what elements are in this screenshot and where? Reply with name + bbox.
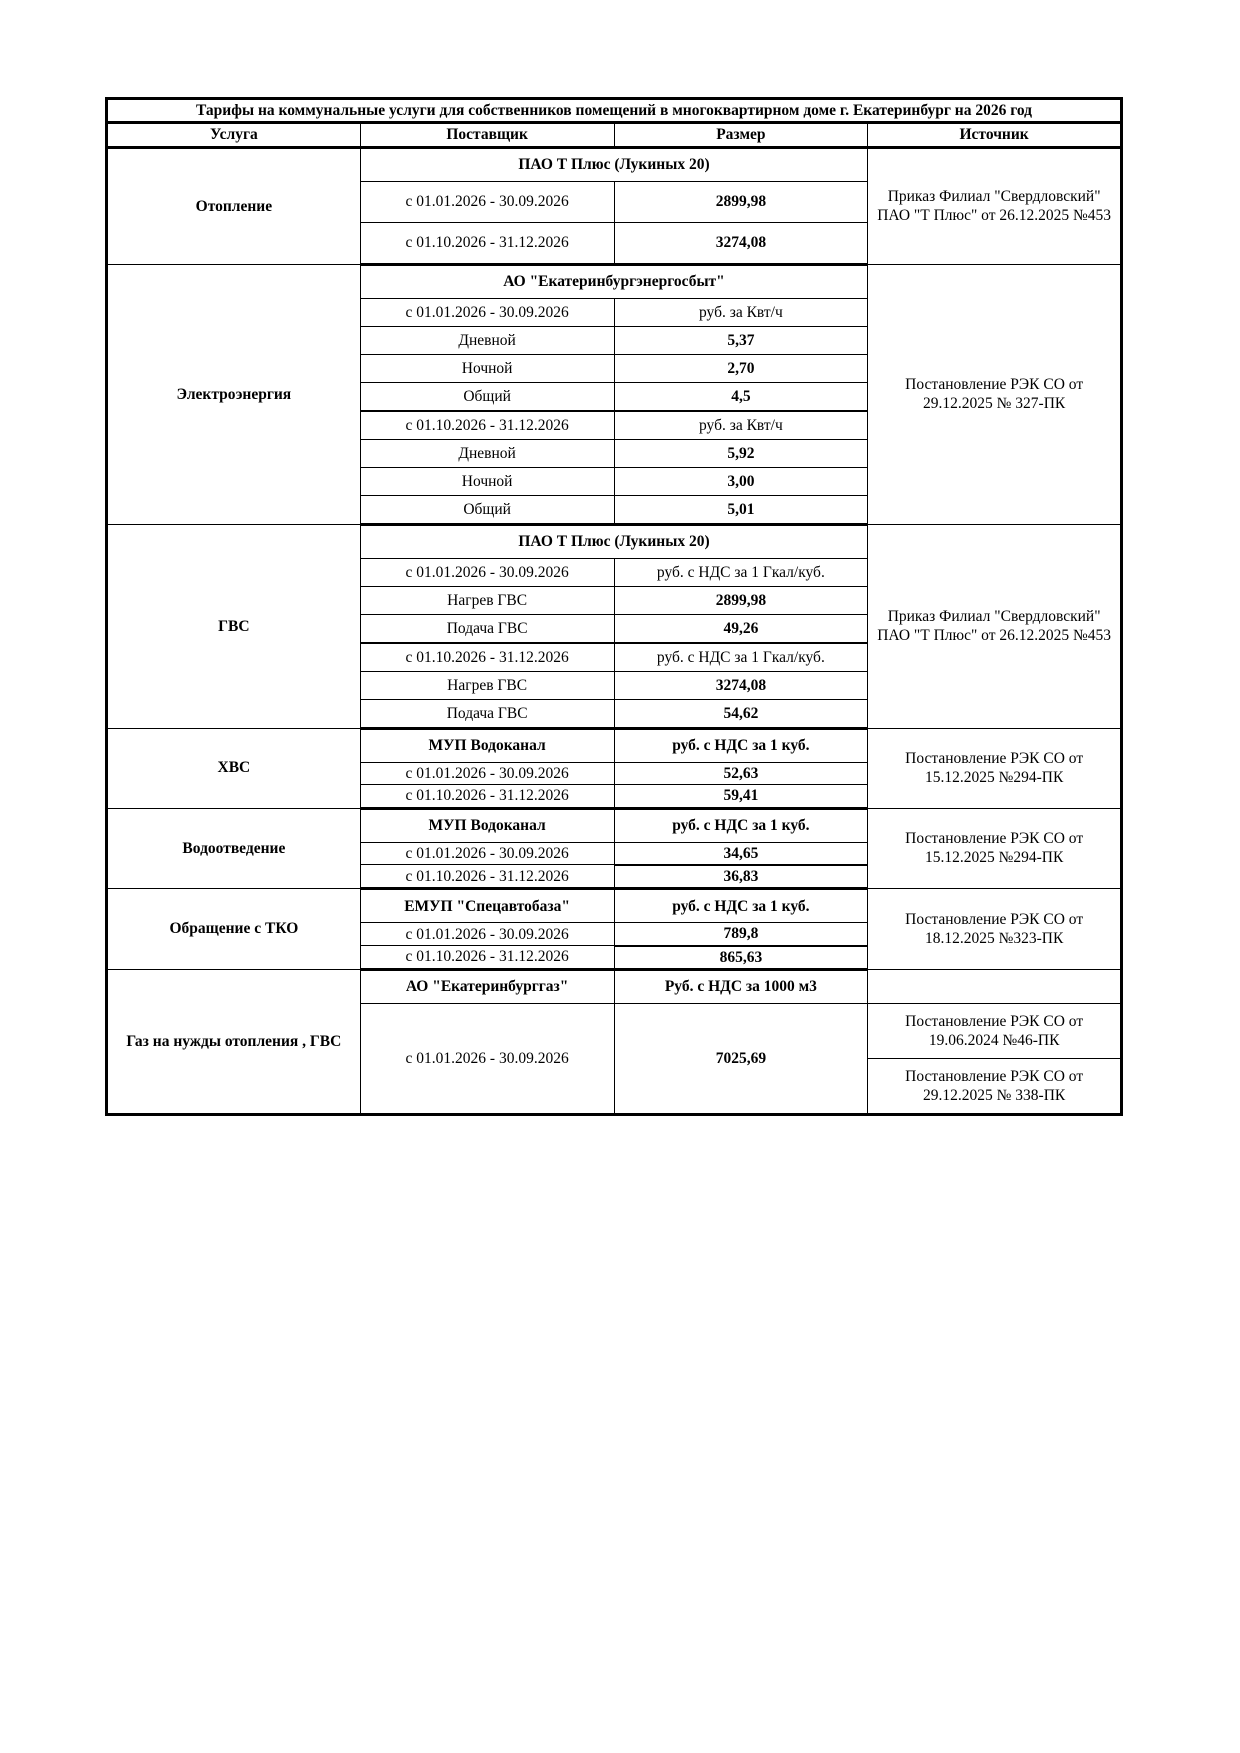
period-label: с 01.10.2026 - 31.12.2026 xyxy=(360,411,614,440)
table-title-row xyxy=(107,99,1122,123)
provider-name-sewerage: МУП Водоканал xyxy=(360,808,614,842)
amount-value: 54,62 xyxy=(614,699,868,728)
table-row xyxy=(107,808,1122,842)
table-row xyxy=(107,524,1122,558)
unit-label: Руб. с НДС за 1000 м3 xyxy=(614,970,868,1004)
service-name-cold-water: ХВС xyxy=(107,728,361,808)
table-row xyxy=(107,728,1122,762)
period-label: с 01.01.2026 - 30.09.2026 xyxy=(360,558,614,586)
tariff-zone-label: Общий xyxy=(360,495,614,524)
amount-value: 5,01 xyxy=(614,495,868,524)
amount-value: 36,83 xyxy=(614,865,868,889)
tariff-table xyxy=(105,97,1123,1116)
service-name-gas: Газ на нужды отопления , ГВС xyxy=(107,970,361,1115)
amount-value: 7025,69 xyxy=(614,1004,868,1115)
service-name-hot-water: ГВС xyxy=(107,524,361,728)
provider-name-hot-water: ПАО Т Плюс (Лукиных 20) xyxy=(360,524,868,558)
column-header-service: Услуга xyxy=(107,123,361,147)
service-name-sewerage: Водоотведение xyxy=(107,808,361,889)
table-header-row xyxy=(107,123,1122,147)
period-label: с 01.01.2026 - 30.09.2026 xyxy=(360,181,614,222)
period-label: с 01.10.2026 - 31.12.2026 xyxy=(360,222,614,264)
source-gas-empty xyxy=(868,970,1122,1004)
component-label: Нагрев ГВС xyxy=(360,671,614,699)
column-header-provider: Поставщик xyxy=(360,123,614,147)
unit-label: руб. с НДС за 1 куб. xyxy=(614,728,868,762)
component-label: Подача ГВС xyxy=(360,699,614,728)
source-hot-water: Приказ Филиал "Свердловский" ПАО "Т Плюс" от 26.12.2025 №453 xyxy=(868,524,1122,728)
table-row xyxy=(107,147,1122,181)
provider-name-gas: АО "Екатеринбурггаз" xyxy=(360,970,614,1004)
amount-value: 2,70 xyxy=(614,354,868,382)
amount-value: 2899,98 xyxy=(614,181,868,222)
provider-name-waste: ЕМУП "Спецавтобаза" xyxy=(360,889,614,923)
amount-value: 59,41 xyxy=(614,785,868,808)
period-label: с 01.10.2026 - 31.12.2026 xyxy=(360,946,614,970)
unit-label: руб. за Квт/ч xyxy=(614,411,868,440)
service-name-electricity: Электроэнергия xyxy=(107,264,361,524)
amount-value: 2899,98 xyxy=(614,586,868,614)
unit-label: руб. с НДС за 1 куб. xyxy=(614,889,868,923)
period-label: с 01.01.2026 - 30.09.2026 xyxy=(360,1004,614,1115)
column-header-source: Источник xyxy=(868,123,1122,147)
period-label: с 01.10.2026 - 31.12.2026 xyxy=(360,865,614,889)
unit-label: руб. с НДС за 1 Гкал/куб. xyxy=(614,643,868,672)
source-cold-water: Постановление РЭК СО от 15.12.2025 №294-ПК xyxy=(868,728,1122,808)
source-gas-2: Постановление РЭК СО от 29.12.2025 № 338-ПК xyxy=(868,1059,1122,1115)
table-row xyxy=(107,264,1122,298)
amount-value: 789,8 xyxy=(614,923,868,946)
source-sewerage: Постановление РЭК СО от 15.12.2025 №294-ПК xyxy=(868,808,1122,889)
provider-name-cold-water: МУП Водоканал xyxy=(360,728,614,762)
source-waste: Постановление РЭК СО от 18.12.2025 №323-ПК xyxy=(868,889,1122,970)
service-name-waste: Обращение с ТКО xyxy=(107,889,361,970)
tariff-zone-label: Дневной xyxy=(360,439,614,467)
table-row xyxy=(107,889,1122,923)
amount-value: 865,63 xyxy=(614,946,868,970)
source-heating: Приказ Филиал "Свердловский" ПАО "Т Плюс" от 26.12.2025 №453 xyxy=(868,147,1122,264)
tariff-zone-label: Ночной xyxy=(360,467,614,495)
tariff-zone-label: Ночной xyxy=(360,354,614,382)
amount-value: 5,37 xyxy=(614,326,868,354)
table-row xyxy=(107,970,1122,1004)
page-title: Тарифы на коммунальные услуги для собственников помещений в многоквартирном доме г. Екатеринбург на 2026 год xyxy=(107,99,1122,123)
source-gas-1: Постановление РЭК СО от 19.06.2024 №46-ПК xyxy=(868,1004,1122,1059)
amount-value: 49,26 xyxy=(614,614,868,643)
period-label: с 01.01.2026 - 30.09.2026 xyxy=(360,298,614,326)
tariff-zone-label: Общий xyxy=(360,382,614,411)
amount-value: 3,00 xyxy=(614,467,868,495)
amount-value: 5,92 xyxy=(614,439,868,467)
unit-label: руб. с НДС за 1 куб. xyxy=(614,808,868,842)
component-label: Нагрев ГВС xyxy=(360,586,614,614)
amount-value: 4,5 xyxy=(614,382,868,411)
unit-label: руб. с НДС за 1 Гкал/куб. xyxy=(614,558,868,586)
period-label: с 01.01.2026 - 30.09.2026 xyxy=(360,923,614,946)
component-label: Подача ГВС xyxy=(360,614,614,643)
service-name-heating: Отопление xyxy=(107,147,361,264)
source-electricity: Постановление РЭК СО от 29.12.2025 № 327-ПК xyxy=(868,264,1122,524)
column-header-amount: Размер xyxy=(614,123,868,147)
unit-label: руб. за Квт/ч xyxy=(614,298,868,326)
tariff-zone-label: Дневной xyxy=(360,326,614,354)
period-label: с 01.01.2026 - 30.09.2026 xyxy=(360,842,614,865)
amount-value: 52,63 xyxy=(614,762,868,784)
amount-value: 3274,08 xyxy=(614,671,868,699)
period-label: с 01.10.2026 - 31.12.2026 xyxy=(360,785,614,808)
amount-value: 34,65 xyxy=(614,842,868,865)
amount-value: 3274,08 xyxy=(614,222,868,264)
period-label: с 01.10.2026 - 31.12.2026 xyxy=(360,643,614,672)
provider-name-electricity: АО "Екатеринбургэнергосбыт" xyxy=(360,264,868,298)
period-label: с 01.01.2026 - 30.09.2026 xyxy=(360,762,614,784)
provider-name-heating: ПАО Т Плюс (Лукиных 20) xyxy=(360,147,868,181)
